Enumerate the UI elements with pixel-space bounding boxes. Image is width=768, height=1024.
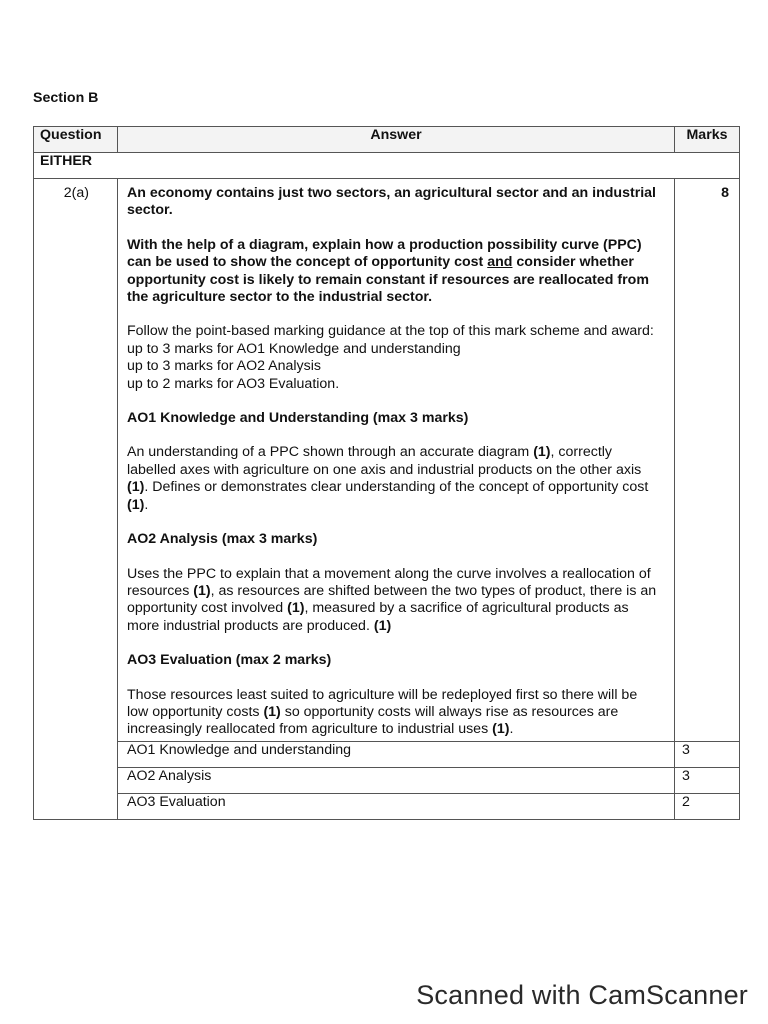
ao1-text [127, 444, 660, 514]
ao2-text-part: , measured by a sacrifice of agricultural products as more industrial products are produced. [127, 600, 629, 634]
summary-marks: 2 [675, 793, 740, 819]
ao2-heading: AO2 Analysis (max 3 marks) [127, 531, 318, 548]
question-prompt-1: An economy contains just two sectors, an agricultural sector and an industrial sector. [127, 185, 656, 219]
ao1-heading: AO1 Knowledge and Understanding (max 3 marks) [127, 410, 469, 427]
summary-label: AO1 Knowledge and understanding [118, 741, 675, 767]
question-marks: 8 [675, 179, 740, 742]
question-prompt-2 [127, 237, 660, 307]
ao1-text-part: . Defines or demonstrates clear understanding of the concept of opportunity cost [144, 479, 649, 496]
summary-marks: 3 [675, 741, 740, 767]
either-label: EITHER [34, 153, 740, 179]
guidance-line: up to 3 marks for AO2 Analysis [127, 358, 321, 375]
ao1-text-part: . [144, 496, 149, 513]
ao3-text-part: Those resources least suited to agriculture will be redeployed first so there will be low opportunity costs [127, 686, 638, 720]
ao2-text [127, 566, 660, 636]
mark-token: (1) [533, 444, 551, 461]
header-question: Question [34, 127, 118, 153]
guidance-line: up to 3 marks for AO1 Knowledge and understanding [127, 340, 461, 357]
header-marks: Marks [675, 127, 740, 153]
prompt-2-and: and [487, 254, 513, 271]
mark-scheme-table [33, 126, 740, 820]
summary-row-ao2 [34, 767, 740, 793]
ao2-text-part: Uses the PPC to explain that a movement along the curve involves a reallocation of resources [127, 565, 651, 599]
mark-token: (1) [373, 617, 392, 634]
prompt-2-part-a: With the help of a diagram, explain how a production possibility curve (PPC) can be used to show the concept of opportunity cost [127, 236, 642, 271]
mark-token: (1) [492, 721, 510, 738]
summary-marks: 3 [675, 767, 740, 793]
mark-token: (1) [127, 496, 145, 513]
ao3-text [127, 687, 660, 739]
marking-guidance [127, 323, 660, 393]
mark-token: (1) [263, 703, 281, 720]
header-answer: Answer [118, 127, 675, 153]
answer-cell [118, 179, 675, 742]
prompt-2-part-b: consider whether opportunity cost is likely to remain constant if resources are reallocated from the agriculture sector to the industrial sector. [127, 254, 649, 306]
guidance-line: up to 2 marks for AO3 Evaluation. [127, 375, 340, 392]
ao3-text-part: . [509, 721, 514, 738]
ao1-text-part: An understanding of a PPC shown through an accurate diagram [127, 444, 534, 461]
summary-row-ao3 [34, 793, 740, 819]
summary-row-ao1 [34, 741, 740, 767]
mark-token: (1) [127, 479, 145, 496]
mark-token: (1) [287, 600, 305, 617]
ao3-heading: AO3 Evaluation (max 2 marks) [127, 652, 332, 669]
summary-label: AO2 Analysis [118, 767, 675, 793]
camscanner-watermark: Scanned with CamScanner [416, 980, 748, 1010]
question-number: 2(a) [34, 179, 118, 820]
summary-label: AO3 Evaluation [118, 793, 675, 819]
ao3-text-part: so opportunity costs will always rise as resources are increasingly reallocated from agriculture to industrial uses [127, 703, 619, 738]
ao1-text-part: , correctly labelled axes with agriculture on one axis and industrial products on the other axis [127, 444, 642, 478]
question-row [34, 179, 740, 742]
section-title: Section B [33, 90, 99, 106]
either-row [34, 153, 740, 179]
table-header-row [34, 127, 740, 153]
ao2-text-part: , as resources are shifted between the two types of product, there is an opportunity cost involved [127, 582, 657, 617]
mark-token: (1) [193, 582, 211, 599]
guidance-intro: Follow the point-based marking guidance at the top of this mark scheme and award: [127, 323, 654, 340]
